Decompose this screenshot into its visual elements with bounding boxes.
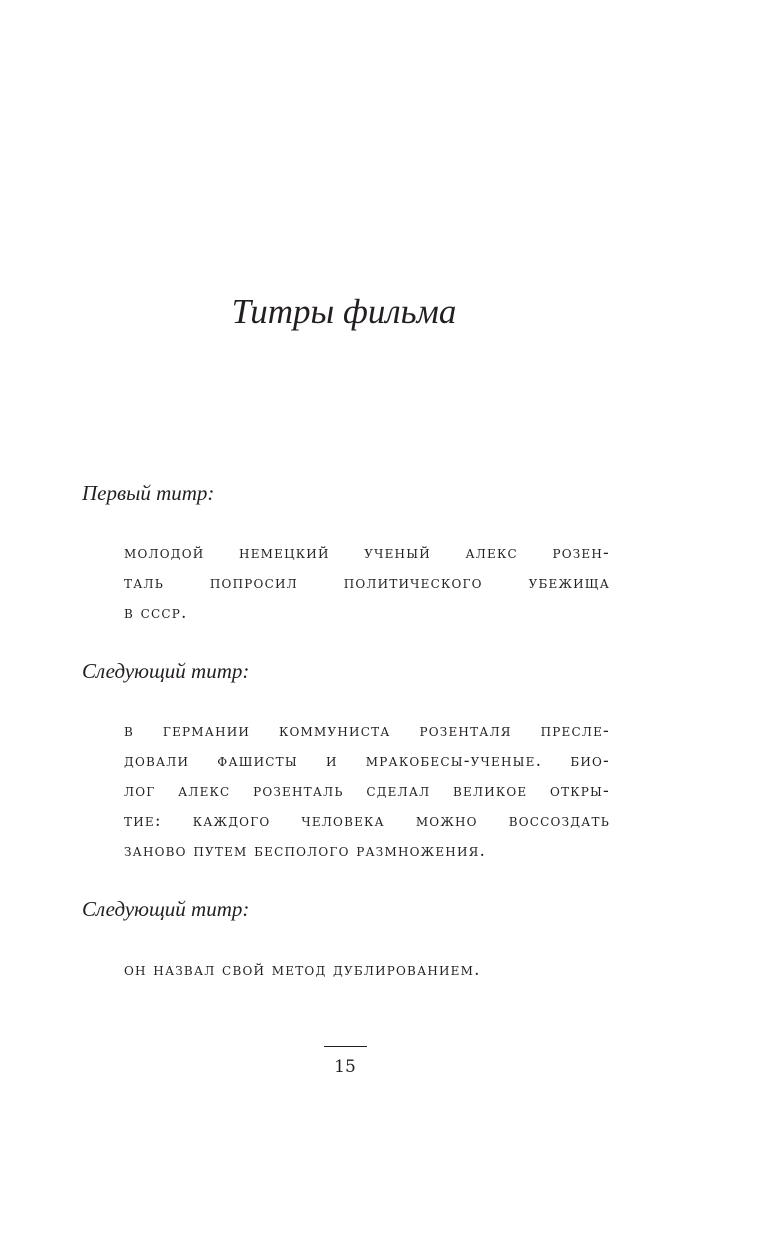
caption-line: молодой немецкий ученый алекс розен- (124, 543, 610, 563)
caption-text-3 (124, 955, 610, 985)
caption-line: заново путем бесполого размножения. (124, 841, 487, 861)
caption-line: тие: каждого человека можно воссоздать (124, 811, 610, 831)
caption-line: довали фашисты и мракобесы-ученые. био- (124, 751, 610, 771)
caption-line: лог алекс розенталь сделал великое откры- (124, 781, 610, 801)
caption-line: он назвал свой метод дублированием. (124, 960, 481, 980)
caption-text-2 (124, 716, 610, 866)
caption-label-2: Следующий титр: (82, 659, 250, 683)
page-number-rule (324, 1046, 367, 1047)
caption-line: в германии коммуниста розенталя пресле- (124, 721, 610, 741)
caption-label-3: Следующий титр: (82, 897, 250, 921)
caption-text-1 (124, 538, 610, 628)
caption-line: таль попросил политического убежища (124, 573, 610, 593)
caption-label-1: Первый титр: (82, 481, 215, 505)
chapter-title: Титры фильма (231, 292, 457, 331)
caption-line: в ссср. (124, 603, 188, 623)
page-number: 15 (334, 1057, 356, 1077)
